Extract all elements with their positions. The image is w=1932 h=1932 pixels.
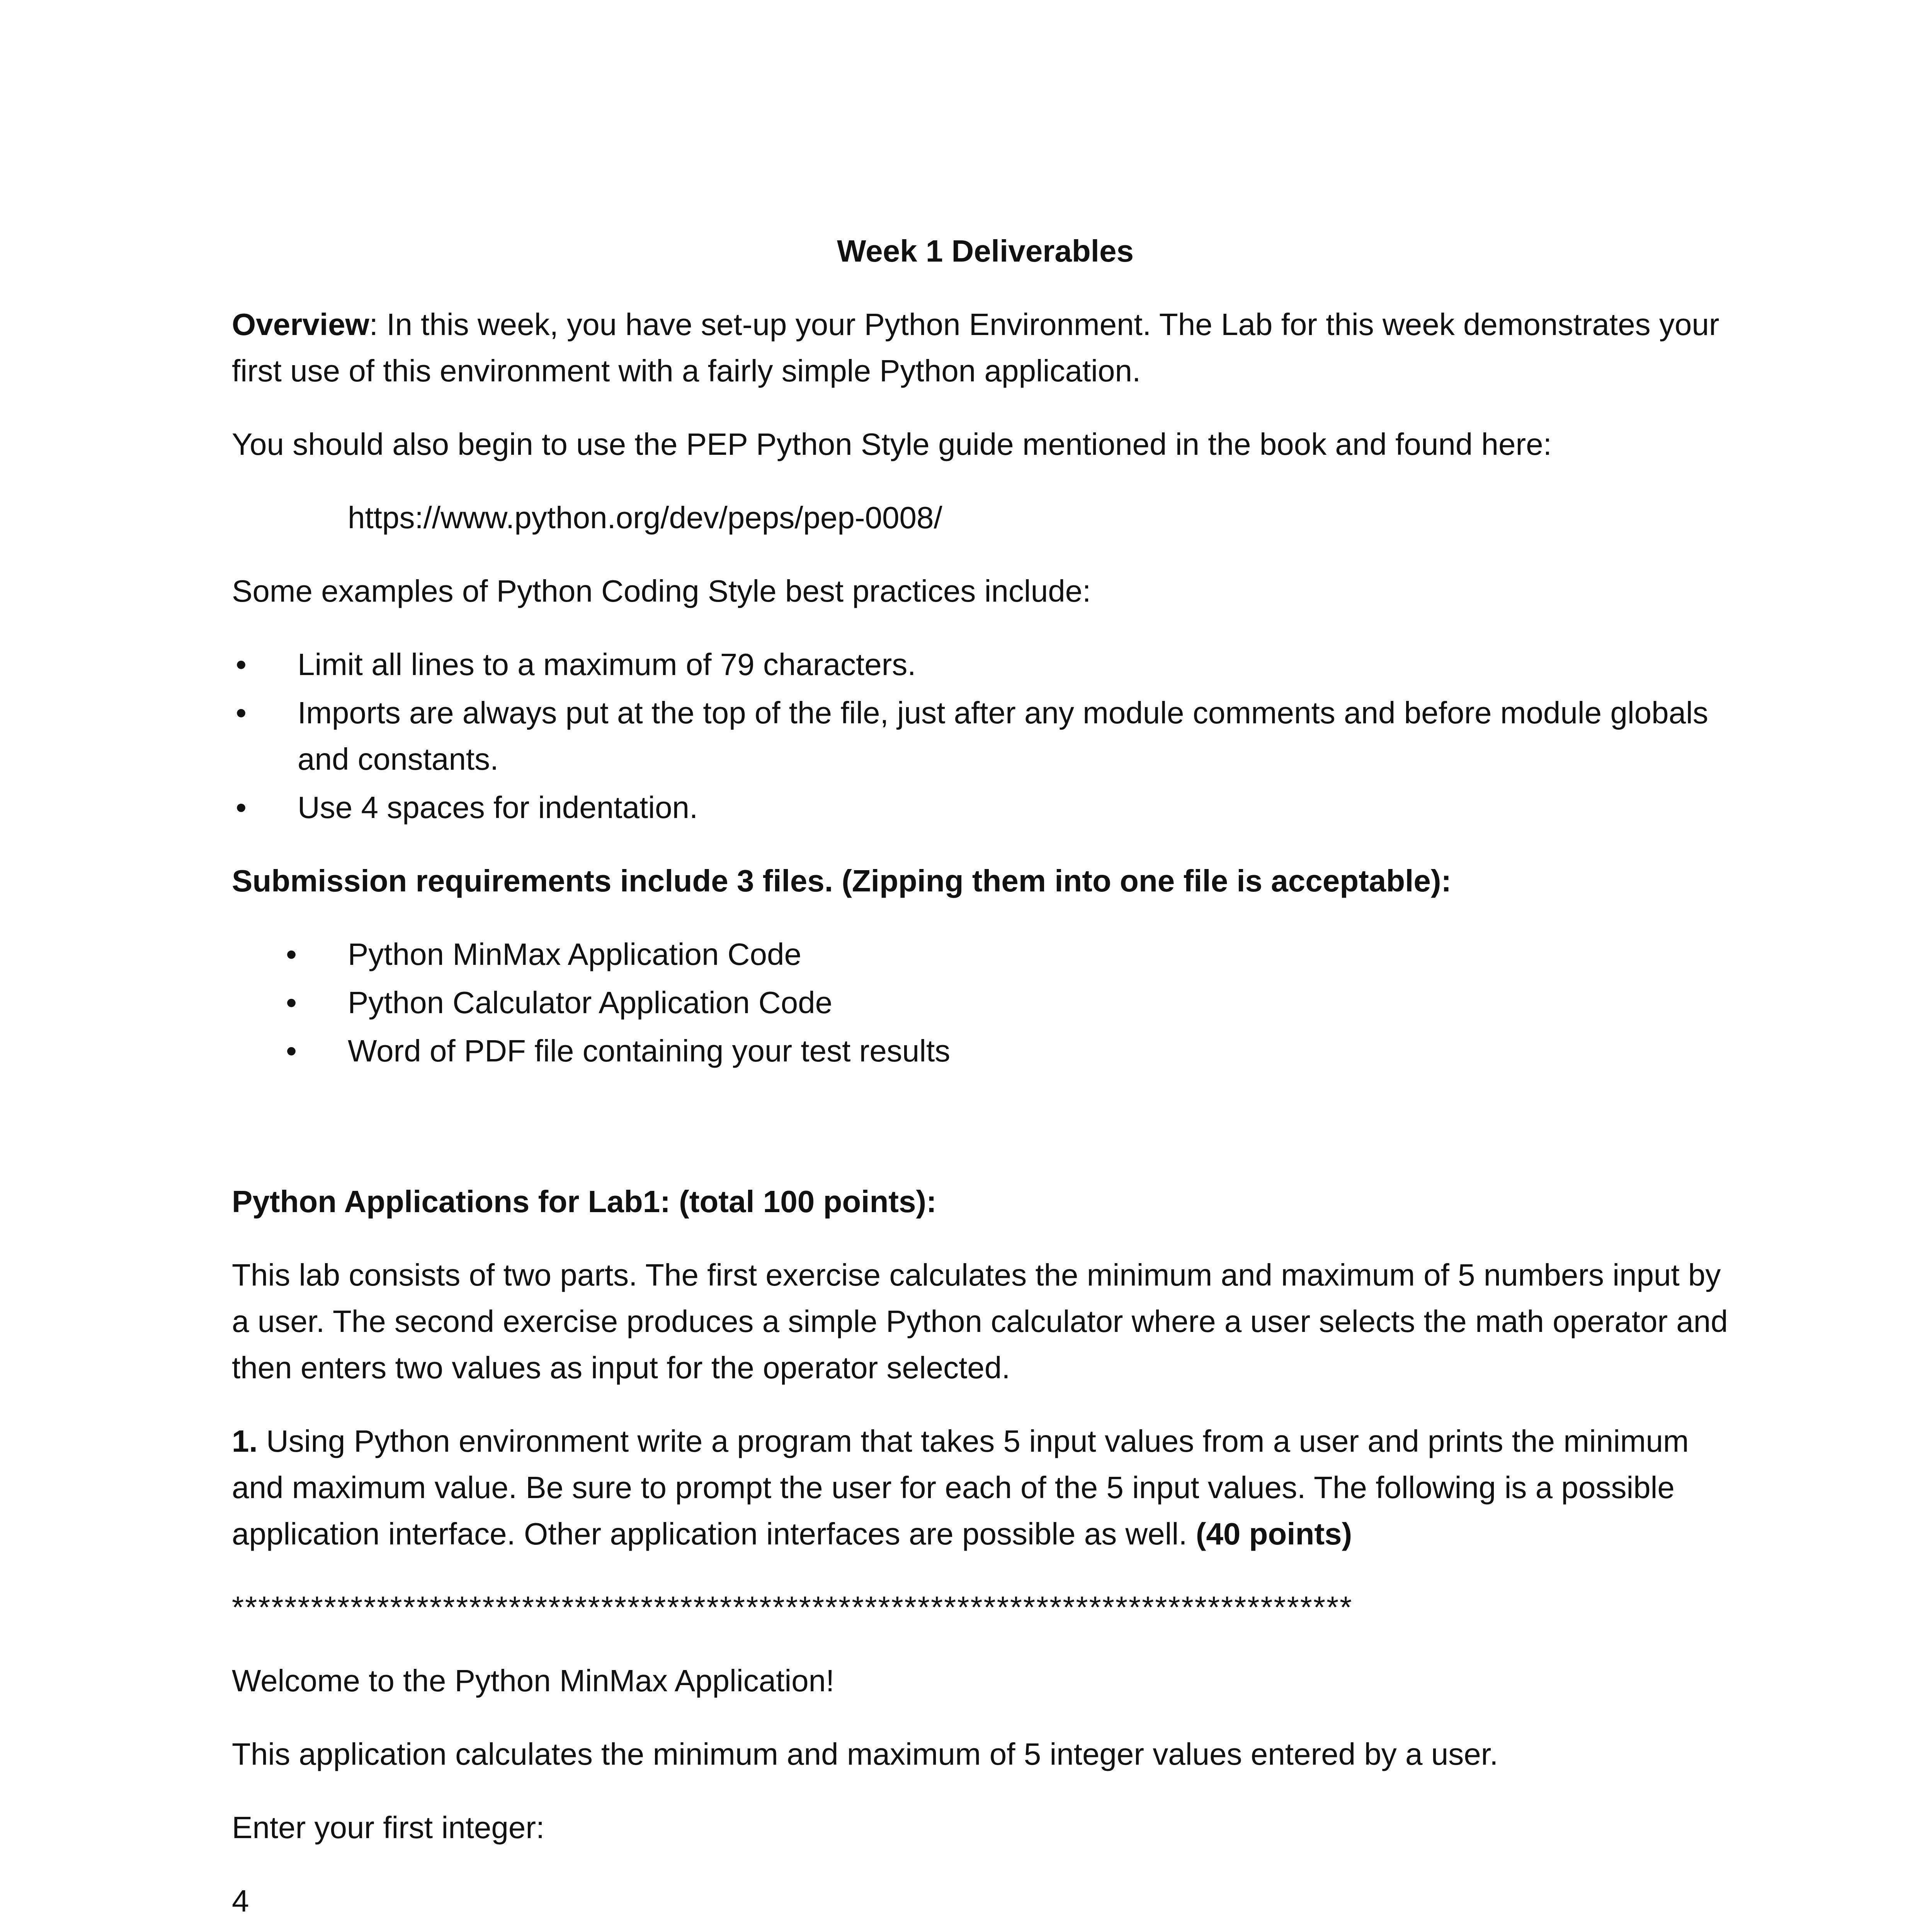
- bullet-icon: •: [236, 790, 247, 825]
- submission-list: [282, 931, 1739, 1074]
- overview-label: Overview: [232, 307, 369, 342]
- list-item: [282, 1028, 1739, 1074]
- list-item-text: Python Calculator Application Code: [348, 985, 833, 1020]
- value-first-integer: 4: [232, 1884, 249, 1918]
- exercise-1: [232, 1418, 1739, 1557]
- overview-paragraph: [232, 301, 1739, 394]
- bullet-icon: •: [286, 937, 297, 971]
- practices-list: [232, 641, 1739, 831]
- star-separator: *************************************************************************************: [232, 1590, 1353, 1624]
- list-item-text: Word of PDF file containing your test results: [348, 1034, 951, 1068]
- bullet-icon: •: [236, 696, 247, 730]
- lab-description: This lab consists of two parts. The first exercise calculates the minimum and maximum of 5 numbers input by a user. The second exercise produces a simple Python calculator where a user selects the math operator and then enters two values as input for the operator selected.: [232, 1258, 1728, 1385]
- document-body: [232, 228, 1739, 1932]
- pep-intro: You should also begin to use the PEP Python Style guide mentioned in the book and found here:: [232, 427, 1552, 461]
- list-item-text: Use 4 spaces for indentation.: [298, 790, 698, 825]
- exercise-1-text: Using Python environment write a program that takes 5 input values from a user and prints the minimum and maximum value. Be sure to prompt the user for each of the 5 input values. The following is a possible application interface. Other application interfaces are possible as well.: [232, 1424, 1689, 1551]
- pep-url-link[interactable]: https://www.python.org/dev/peps/pep-0008/: [348, 500, 942, 535]
- submission-heading: Submission requirements include 3 files. (Zipping them into one file is acceptable):: [232, 864, 1452, 898]
- bullet-icon: •: [286, 985, 297, 1020]
- list-item: [232, 690, 1739, 782]
- overview-text: : In this week, you have set-up your Python Environment. The Lab for this week demonstrates your first use of this environment with a fairly simple Python application.: [232, 307, 1719, 388]
- welcome-message: Welcome to the Python MinMax Application!: [232, 1663, 835, 1698]
- list-item-text: Limit all lines to a maximum of 79 characters.: [298, 647, 916, 682]
- prompt-first-integer: Enter your first integer:: [232, 1810, 545, 1845]
- apps-heading: Python Applications for Lab1: (total 100 points):: [232, 1184, 937, 1219]
- list-item: [282, 931, 1739, 978]
- examples-intro: Some examples of Python Coding Style best practices include:: [232, 574, 1091, 608]
- page-title: Week 1 Deliverables: [837, 234, 1134, 268]
- exercise-1-number: 1.: [232, 1424, 258, 1458]
- list-item-text: Python MinMax Application Code: [348, 937, 801, 971]
- list-item: [232, 641, 1739, 688]
- exercise-1-points: (40 points): [1196, 1517, 1352, 1551]
- bullet-icon: •: [286, 1034, 297, 1068]
- app-description: This application calculates the minimum and maximum of 5 integer values entered by a user.: [232, 1737, 1498, 1771]
- bullet-icon: •: [236, 647, 247, 682]
- list-item: [282, 980, 1739, 1026]
- list-item-text: Imports are always put at the top of the file, just after any module comments and before module globals and constants.: [298, 696, 1708, 776]
- spacer: [232, 1101, 1739, 1179]
- list-item: [232, 784, 1739, 831]
